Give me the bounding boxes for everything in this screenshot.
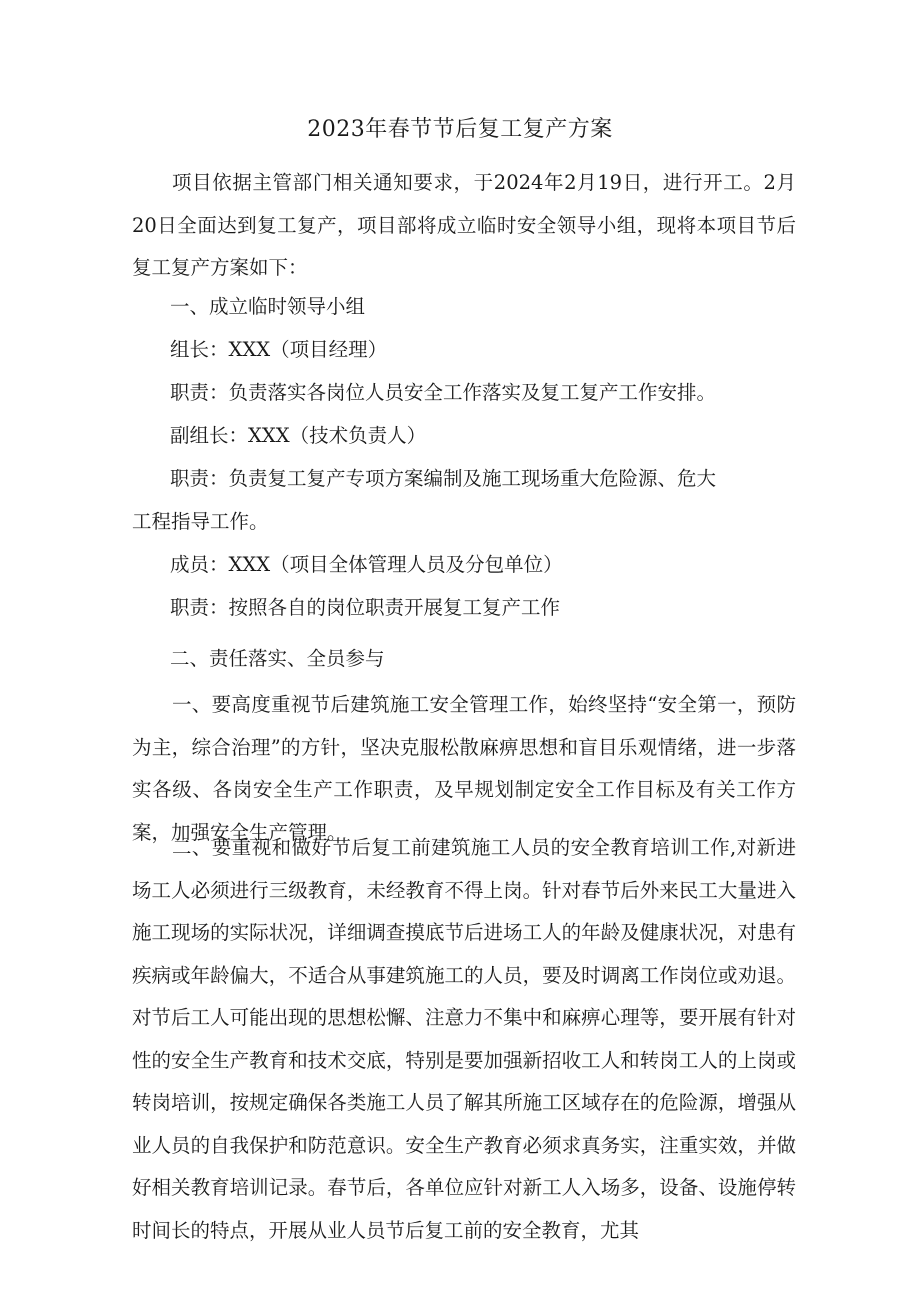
members-duty-line: 职责：按照各自的岗位职责开展复工复产工作 xyxy=(170,596,561,619)
intro-paragraph xyxy=(132,162,796,290)
paragraph-1-text: 一、要高度重视节后建筑施工安全管理工作，始终坚持“安全第一，预防为主，综合治理”的方针，坚决克服松散麻痹思想和盲目乐观情绪，进一步落实各级、各岗安全生产工作职责，及早规划制定安全工作目标及有关工作方案，加强安全生产管理。 xyxy=(132,693,796,844)
members-line: 成员：XXX（项目全体管理人员及分包单位） xyxy=(170,553,563,576)
leader-line: 组长：XXX（项目经理） xyxy=(170,338,388,361)
leader-duty-line: 职责：负责落实各岗位人员安全工作落实及复工复产工作安排。 xyxy=(170,381,717,404)
deputy-duty-line2: 工程指导工作。 xyxy=(132,510,269,533)
section1-heading: 一、成立临时领导小组 xyxy=(170,295,366,318)
section2-heading: 二、责任落实、全员参与 xyxy=(170,647,385,670)
deputy-duty-line1: 职责：负责复工复产专项方案编制及施工现场重大危险源、危大 xyxy=(170,467,717,490)
intro-text: 项目依据主管部门相关通知要求，于2024年2月19日，进行开工。2月20日全面达到复工复产，项目部将成立临时安全领导小组，现将本项目节后复工复产方案如下： xyxy=(132,171,796,279)
document-title: 2023年春节节后复工复产方案 xyxy=(307,117,613,142)
paragraph-2-text: 二、要重视和做好节后复工前建筑施工人员的安全教育培训工作,对新进场工人必须进行三级教育，未经教育不得上岗。针对春节后外来民工大量进入施工现场的实际状况，详细调查摸底节后进场工人的年龄及健康状况，对患有疾病或年龄偏大，不适合从事建筑施工的人员，要及时调离工作岗位或劝退。对节后工人可能出现的思想松懈、注意力不集中和麻痹心理等，要开展有针对性的安全生产教育和技术交底，特别是要加强新招收工人和转岗工人的上岗或转岗培训，按规定确保各类施工人员了解其所施工区域存在的危险源，增强从业人员的自我保护和防范意识。安全生产教育必须求真务实，注重实效，并做好相关教育培训记录。春节后，各单位应针对新工人入场多，设备、设施停转时间长的特点，开展从业人员节后复工前的安全教育，尤其 xyxy=(132,836,796,1242)
deputy-line: 副组长：XXX（技术负责人） xyxy=(170,424,427,447)
paragraph-2 xyxy=(132,827,796,1252)
